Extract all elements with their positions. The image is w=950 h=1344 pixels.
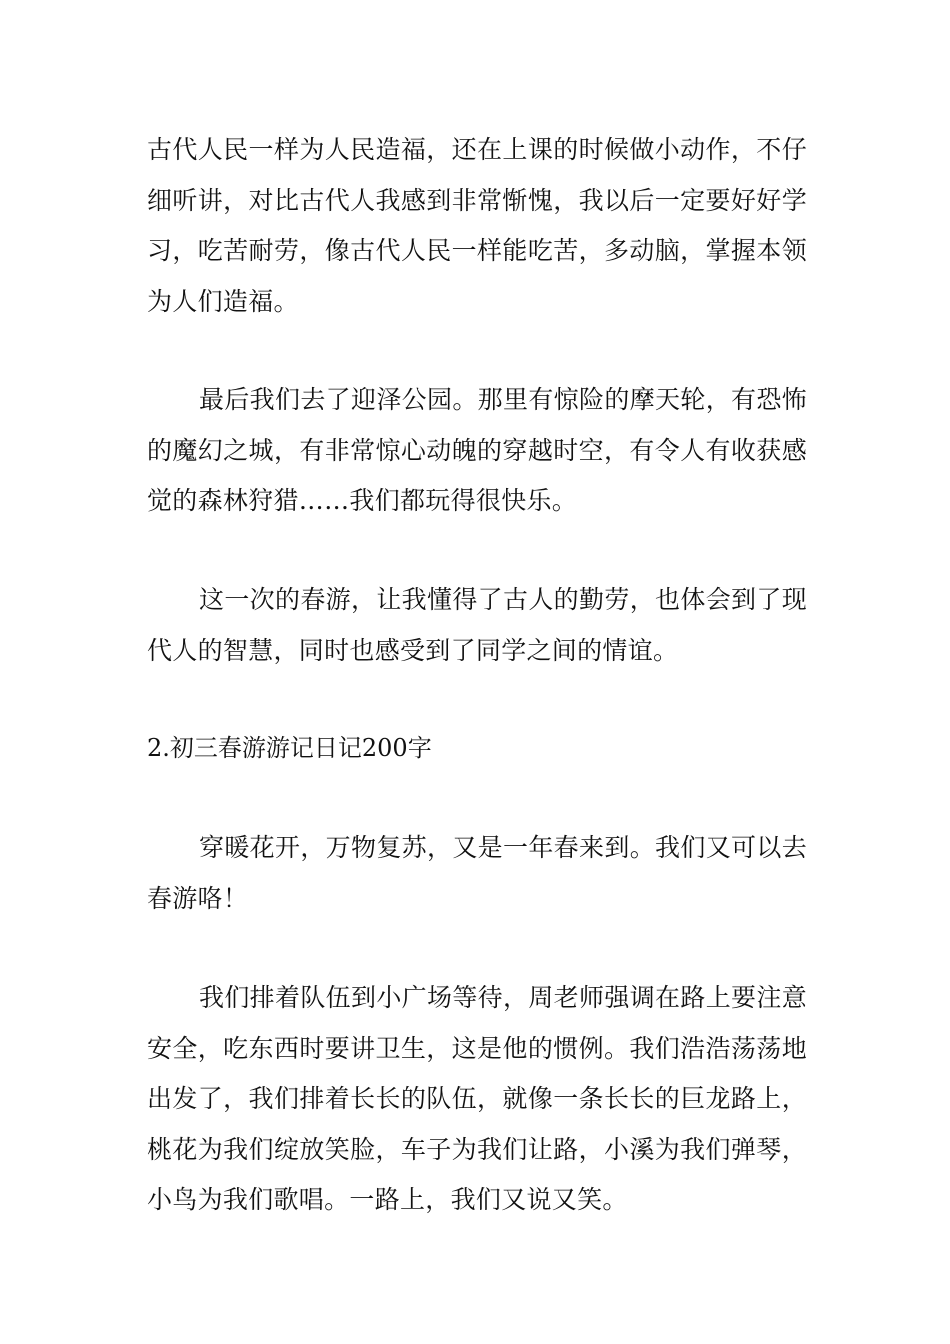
section-heading: 2.初三春游游记日记200字 [147, 734, 432, 762]
paragraph-park: 最后我们去了迎泽公园。那里有惊险的摩天轮，有恐怖的魔幻之城，有非常惊心动魄的穿越时空，有令人有收获感觉的森林狩猎……我们都玩得很快乐。 [147, 385, 807, 515]
paragraph-conclusion: 这一次的春游，让我懂得了古人的勤劳，也体会到了现代人的智慧，同时也感受到了同学之间的情谊。 [147, 585, 807, 665]
paragraph-continued: 古代人民一样为人民造福，还在上课的时候做小动作，不仔细听讲，对比古代人我感到非常惭愧，我以后一定要好好学习，吃苦耐劳，像古代人民一样能吃苦，多动脑，掌握本领为人们造福。 [147, 135, 807, 316]
paragraph-journey: 我们排着队伍到小广场等待，周老师强调在路上要注意安全，吃东西时要讲卫生，这是他的惯例。我们浩浩荡荡地出发了，我们排着长长的队伍，就像一条长长的巨龙路上，桃花为我们绽放笑脸，车子为我们让路，小溪为我们弹琴，小鸟为我们歌唱。一路上，我们又说又笑。 [147, 983, 807, 1214]
paragraph-spring: 穿暖花开，万物复苏，又是一年春来到。我们又可以去春游咯！ [147, 833, 807, 913]
